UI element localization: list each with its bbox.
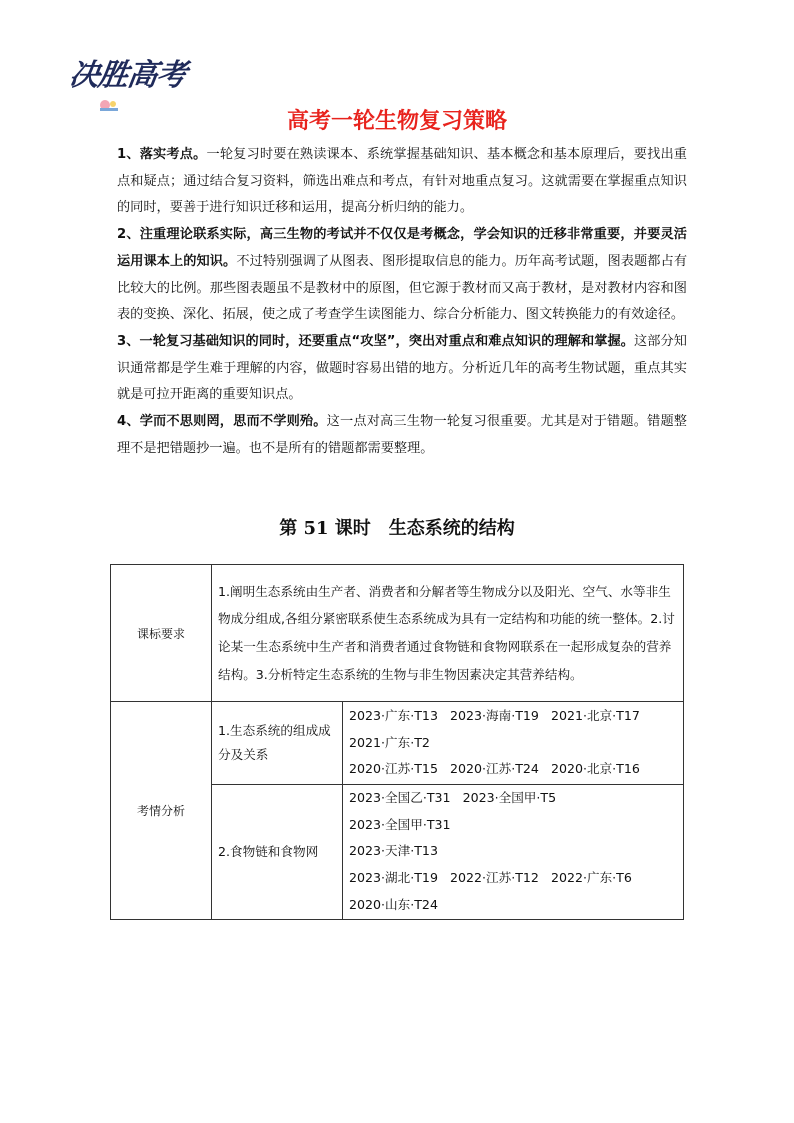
lesson-title: 第 51 课时 生态系统的结构 (279, 518, 515, 539)
topic-exam-list (343, 785, 684, 920)
list-item: 2023·全国乙·T31 2023·全国甲·T52023·全国甲·T31 (349, 790, 557, 832)
strategy-item: 3、一轮复习基础知识的同时，还要重点“攻坚”，突出对重点和难点知识的理解和掌握。这部分知识通常都是学生难于理解的内容，做题时容易出错的地方。分析近几年的高考生物试题，重点其实就是可拉开距离的重要知识点。 (117, 333, 687, 403)
table-row (111, 565, 684, 702)
req-label: 课标要求 (111, 565, 212, 702)
list-item: 2023·广东·T13 2023·海南·T19 2021·北京·T17 (349, 707, 640, 723)
topic-name: 2.食物链和食物网 (212, 785, 343, 920)
page-title: 高考一轮生物复习策略 (286, 109, 507, 134)
strategy-item: 4、学而不思则罔，思而不学则殆。这一点对高三生物一轮复习很重要。尤其是对于错题。错题整理不是把错题抄一遍。也不是所有的错题都需要整理。 (117, 414, 687, 456)
logo-text: 决胜高考 (67, 58, 188, 93)
table-row (111, 702, 684, 785)
analysis-label: 考情分析 (111, 702, 212, 920)
list-item: 2020·江苏·T15 2020·江苏·T24 2020·北京·T16 (349, 761, 640, 777)
curriculum-table (110, 564, 684, 920)
list-item: 2020·山东·T24 (349, 896, 438, 912)
strategy-section (117, 142, 687, 462)
topic-exam-list (343, 702, 684, 785)
topic-name: 1.生态系统的组成成分及关系 (212, 702, 343, 785)
strategy-item: 2、注重理论联系实际，高三生物的考试并不仅仅是考概念，学会知识的迁移非常重要，并要灵活运用课本上的知识。不过特别强调了从图表、图形提取信息的能力。历年高考试题，图表题都占有比较大的比例。那些图表题虽不是教材中的原图，但它源于教材而又高于教材，是对教材内容和图表的变换、深化、拓展，使之成了考查学生读图能力、综合分析能力、图文转换能力的有效途径。 (117, 227, 688, 323)
list-item: 2023·湖北·T19 2022·江苏·T12 2022·广东·T6 (349, 870, 632, 886)
strategy-item: 1、落实考点。一轮复习时要在熟读课本、系统掌握基础知识、基本概念和基本原理后，要找出重点和疑点；通过结合复习资料，筛选出难点和考点，有针对地重点复习。这就需要在掌握重点知识的同时，要善于进行知识迁移和运用，提高分析归纳的能力。 (117, 147, 687, 216)
req-text: 1.阐明生态系统由生产者、消费者和分解者等生物成分以及阳光、空气、水等非生物成分组成,各组分紧密联系使生态系统成为具有一定结构和功能的统一整体。2.讨论某一生态系统中生产者和消费者通过食物链和食物网联系在一起形成复杂的营养结构。3.分析特定生态系统的生物与非生物因素决定其营养结构。 (212, 565, 684, 702)
list-item: 2021·广东·T2 (349, 734, 430, 750)
list-item: 2023·天津·T13 (349, 843, 438, 859)
